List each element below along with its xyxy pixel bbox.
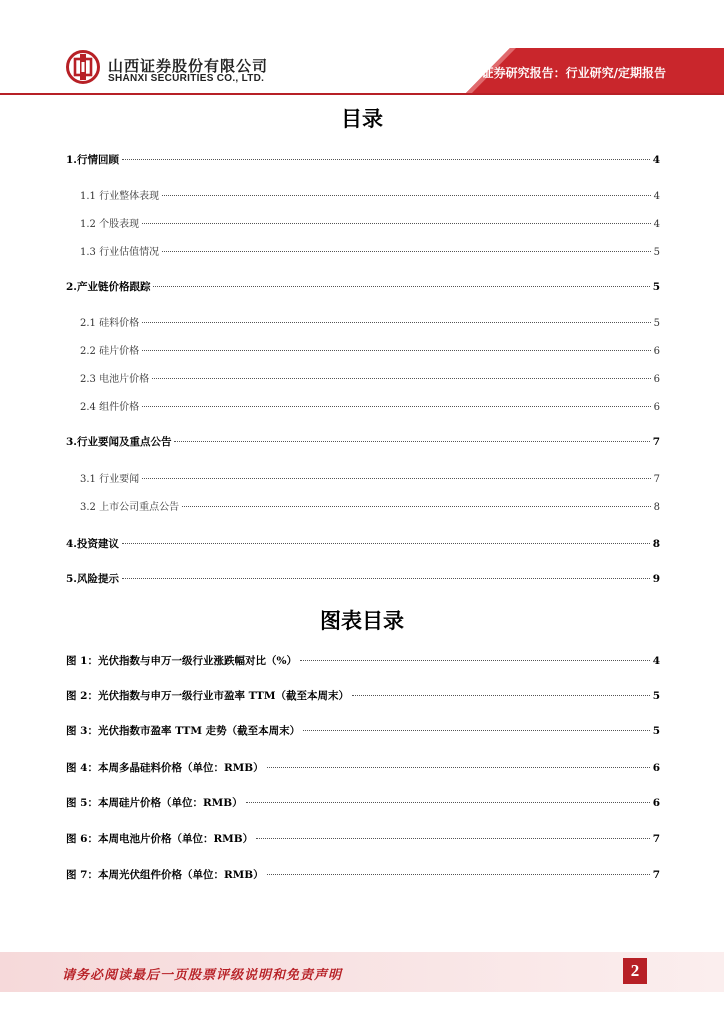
toc-item-1-1[interactable] (80, 187, 660, 203)
toc-item-2-1[interactable] (80, 314, 660, 330)
figure-item-page: 7 (652, 869, 660, 881)
figure-item-page: 5 (652, 690, 660, 702)
toc-item-label: 2.3 电池片价格 (80, 374, 150, 385)
toc-item-label: 4.投资建议 (66, 538, 119, 550)
toc-item-1-3[interactable] (80, 243, 660, 259)
dot-leader (303, 730, 650, 731)
figure-item-page: 5 (652, 725, 660, 737)
company-name-en: SHANXI SECURITIES CO., LTD. (108, 73, 265, 84)
toc-item-label: 3.2 上市公司重点公告 (80, 502, 180, 513)
toc-item-label: 2.4 组件价格 (80, 402, 140, 413)
dot-leader (174, 441, 649, 442)
toc-item-label: 2.产业链价格跟踪 (66, 281, 151, 293)
dot-leader (182, 506, 651, 507)
figure-item-label: 图 2：光伏指数与申万一级行业市盈率 TTM（截至本周末） (66, 690, 349, 702)
dot-leader (122, 159, 650, 160)
toc-item-page: 6 (653, 346, 660, 357)
figure-item-page: 6 (652, 797, 660, 809)
disclaimer-link[interactable]: 请务必阅读最后一页股票评级说明和免责声明 (62, 968, 343, 983)
toc-item-page: 5 (653, 318, 660, 329)
dot-leader (256, 838, 650, 839)
figure-item-label: 图 6：本周电池片价格（单位：RMB） (66, 833, 254, 845)
toc-item-label: 3.1 行业要闻 (80, 474, 140, 485)
toc-item-page: 8 (652, 538, 660, 550)
toc-item-page: 4 (653, 191, 660, 202)
dot-leader (162, 251, 651, 252)
toc-item-4[interactable] (66, 536, 660, 552)
toc-item-page: 4 (652, 154, 660, 166)
figure-item-label: 图 1：光伏指数与申万一级行业涨跌幅对比（%） (66, 655, 297, 667)
dot-leader (142, 223, 651, 224)
dot-leader (122, 578, 650, 579)
toc-item-label: 5.风险提示 (66, 573, 119, 585)
toc-item-2[interactable] (66, 279, 660, 295)
toc-title: 目录 (341, 107, 383, 131)
figure-item-4[interactable] (66, 760, 660, 776)
toc-item-label: 2.2 硅片价格 (80, 346, 140, 357)
toc-item-1[interactable] (66, 152, 660, 168)
figure-item-label: 图 4：本周多晶硅料价格（单位：RMB） (66, 762, 264, 774)
figure-item-page: 7 (652, 833, 660, 845)
figure-item-7[interactable] (66, 867, 660, 883)
toc-item-3-1[interactable] (80, 470, 660, 486)
toc-item-2-2[interactable] (80, 342, 660, 358)
dot-leader (267, 874, 650, 875)
figure-item-6[interactable] (66, 831, 660, 847)
toc-item-label: 1.行情回顾 (66, 154, 119, 166)
toc-item-2-4[interactable] (80, 398, 660, 414)
figure-item-2[interactable] (66, 688, 660, 704)
company-logo-icon (66, 50, 100, 84)
toc-item-2-3[interactable] (80, 370, 660, 386)
dot-leader (142, 350, 651, 351)
page-number: 2 (623, 958, 647, 984)
figure-item-label: 图 3：光伏指数市盈率 TTM 走势（截至本周末） (66, 725, 301, 737)
figure-list-title: 图表目录 (320, 609, 404, 633)
page-header (0, 0, 724, 95)
toc-item-5[interactable] (66, 571, 660, 587)
dot-leader (142, 322, 651, 323)
toc-item-page: 6 (653, 374, 660, 385)
dot-leader (153, 286, 649, 287)
toc-item-label: 1.1 行业整体表现 (80, 191, 160, 202)
company-name-cn: 山西证券股份有限公司 (108, 57, 269, 75)
toc-item-label: 2.1 硅料价格 (80, 318, 140, 329)
dot-leader (300, 660, 650, 661)
toc-item-page: 7 (652, 436, 660, 448)
report-type-label: 证券研究报告：行业研究/定期报告 (481, 66, 666, 80)
dot-leader (142, 406, 651, 407)
dot-leader (162, 195, 651, 196)
dot-leader (142, 478, 651, 479)
dot-leader (152, 378, 651, 379)
toc-item-page: 5 (652, 281, 660, 293)
toc-item-page: 6 (653, 402, 660, 413)
toc-item-3-2[interactable] (80, 498, 660, 514)
toc-item-1-2[interactable] (80, 215, 660, 231)
toc-item-label: 1.3 行业估值情况 (80, 247, 160, 258)
toc-item-3[interactable] (66, 434, 660, 450)
figure-item-5[interactable] (66, 795, 660, 811)
dot-leader (352, 695, 650, 696)
header-divider (0, 93, 724, 95)
toc-item-page: 5 (653, 247, 660, 258)
toc-item-page: 7 (653, 474, 660, 485)
figure-item-page: 6 (652, 762, 660, 774)
toc-item-page: 8 (653, 502, 660, 513)
figure-item-label: 图 7：本周光伏组件价格（单位：RMB） (66, 869, 264, 881)
figure-item-page: 4 (652, 655, 660, 667)
toc-item-label: 3.行业要闻及重点公告 (66, 436, 172, 448)
figure-item-label: 图 5：本周硅片价格（单位：RMB） (66, 797, 243, 809)
dot-leader (267, 767, 650, 768)
toc-item-page: 9 (652, 573, 660, 585)
dot-leader (122, 543, 650, 544)
figure-item-3[interactable] (66, 723, 660, 739)
toc-item-label: 1.2 个股表现 (80, 219, 140, 230)
figure-item-1[interactable] (66, 653, 660, 669)
toc-item-page: 4 (653, 219, 660, 230)
dot-leader (246, 802, 650, 803)
